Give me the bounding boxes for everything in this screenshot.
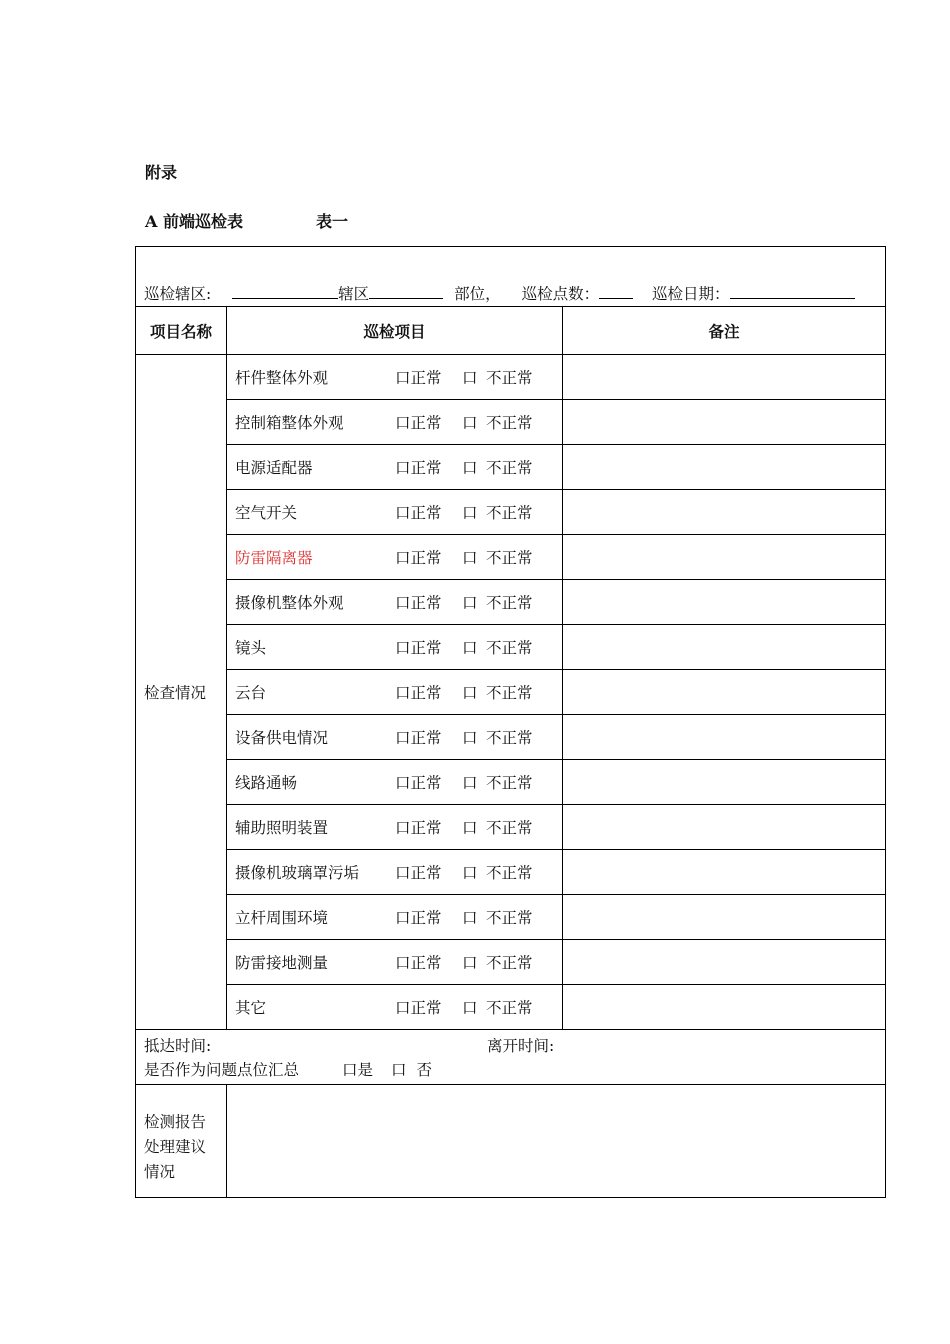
abnormal-label: 不正常 [486, 999, 533, 1017]
table-number: 表一 [316, 212, 349, 231]
inspection-item [227, 940, 563, 985]
inspection-item [227, 580, 563, 625]
abnormal-checkbox[interactable]: 口 [462, 414, 478, 432]
item-name: 云台 [235, 684, 267, 702]
yes-checkbox[interactable]: 口是 [342, 1061, 374, 1079]
normal-checkbox[interactable]: 口正常 [395, 639, 442, 657]
normal-checkbox[interactable]: 口正常 [395, 369, 442, 387]
normal-checkbox[interactable]: 口正常 [395, 729, 442, 747]
table-row [136, 850, 886, 895]
item-name: 杆件整体外观 [235, 369, 329, 387]
inspection-item [227, 625, 563, 670]
remark-cell[interactable] [563, 760, 886, 805]
remark-cell[interactable] [563, 580, 886, 625]
abnormal-checkbox[interactable]: 口 [462, 729, 478, 747]
remark-cell[interactable] [563, 985, 886, 1030]
abnormal-label: 不正常 [486, 729, 533, 747]
time-row [136, 1030, 886, 1085]
abnormal-label: 不正常 [486, 414, 533, 432]
inspection-item [227, 850, 563, 895]
remark-cell[interactable] [563, 355, 886, 400]
normal-checkbox[interactable]: 口正常 [395, 414, 442, 432]
report-label-line: 情况 [144, 1162, 176, 1181]
summary-line [144, 1058, 877, 1082]
inspection-item [227, 490, 563, 535]
inspection-item [227, 355, 563, 400]
remark-cell[interactable] [563, 895, 886, 940]
inspection-info-line [136, 247, 886, 307]
item-name: 其它 [235, 999, 267, 1017]
item-name: 防雷隔离器 [235, 549, 313, 567]
table-row [136, 805, 886, 850]
area-field[interactable] [369, 282, 443, 299]
appendix-heading: 附录 [145, 163, 178, 182]
remark-cell[interactable] [563, 850, 886, 895]
report-content-cell[interactable] [227, 1085, 886, 1198]
remark-cell[interactable] [563, 625, 886, 670]
date-field[interactable] [730, 282, 855, 299]
item-name: 摄像机整体外观 [235, 594, 344, 612]
abnormal-checkbox[interactable]: 口 [462, 864, 478, 882]
report-label-line: 检测报告 [144, 1112, 207, 1131]
inspection-item [227, 760, 563, 805]
abnormal-checkbox[interactable]: 口 [462, 369, 478, 387]
item-name: 设备供电情况 [235, 729, 329, 747]
inspection-item [227, 445, 563, 490]
abnormal-label: 不正常 [486, 594, 533, 612]
remark-cell[interactable] [563, 490, 886, 535]
abnormal-checkbox[interactable]: 口 [462, 819, 478, 837]
district-label: 巡检辖区: [144, 285, 212, 303]
item-name: 线路通畅 [235, 774, 298, 792]
abnormal-label: 不正常 [486, 459, 533, 477]
abnormal-checkbox[interactable]: 口 [462, 549, 478, 567]
abnormal-checkbox[interactable]: 口 [462, 594, 478, 612]
item-name: 镜头 [235, 639, 267, 657]
abnormal-checkbox[interactable]: 口 [462, 459, 478, 477]
table-row [136, 715, 886, 760]
table-row [136, 895, 886, 940]
normal-checkbox[interactable]: 口正常 [395, 819, 442, 837]
normal-checkbox[interactable]: 口正常 [395, 504, 442, 522]
table-row [136, 940, 886, 985]
item-name: 控制箱整体外观 [235, 414, 344, 432]
abnormal-label: 不正常 [486, 864, 533, 882]
normal-checkbox[interactable]: 口正常 [395, 954, 442, 972]
form-subtitle [145, 209, 349, 232]
abnormal-label: 不正常 [486, 909, 533, 927]
table-row [136, 445, 886, 490]
remark-cell[interactable] [563, 445, 886, 490]
normal-checkbox[interactable]: 口正常 [395, 909, 442, 927]
abnormal-label: 不正常 [486, 369, 533, 387]
remark-cell[interactable] [563, 715, 886, 760]
normal-checkbox[interactable]: 口正常 [395, 549, 442, 567]
normal-checkbox[interactable]: 口正常 [395, 594, 442, 612]
remark-cell[interactable] [563, 535, 886, 580]
inspection-item [227, 805, 563, 850]
remark-cell[interactable] [563, 940, 886, 985]
item-name: 立杆周围环境 [235, 909, 329, 927]
district-field[interactable] [232, 282, 338, 299]
table-row [136, 985, 886, 1030]
no-checkbox[interactable]: 口 [391, 1061, 407, 1079]
abnormal-label: 不正常 [486, 684, 533, 702]
table-row [136, 625, 886, 670]
abnormal-checkbox[interactable]: 口 [462, 639, 478, 657]
inspection-item [227, 670, 563, 715]
col-header-name: 项目名称 [136, 307, 227, 355]
remark-cell[interactable] [563, 805, 886, 850]
report-label-line: 处理建议 [144, 1137, 207, 1156]
col-header-remark: 备注 [563, 307, 886, 355]
no-label: 否 [416, 1061, 433, 1079]
remark-cell[interactable] [563, 400, 886, 445]
department-label: 部位， [454, 285, 501, 303]
table-row [136, 535, 886, 580]
normal-checkbox[interactable]: 口正常 [395, 864, 442, 882]
abnormal-label: 不正常 [486, 774, 533, 792]
item-name: 防雷接地测量 [235, 954, 329, 972]
summary-label: 是否作为问题点位汇总 [144, 1061, 300, 1079]
item-name: 摄像机玻璃罩污垢 [235, 864, 360, 882]
item-name: 空气开关 [235, 504, 298, 522]
arrive-time-label: 抵达时间: [144, 1037, 212, 1055]
inspection-item [227, 895, 563, 940]
remark-cell[interactable] [563, 670, 886, 715]
abnormal-label: 不正常 [486, 504, 533, 522]
inspection-item [227, 535, 563, 580]
normal-checkbox[interactable]: 口正常 [395, 999, 442, 1017]
col-header-item: 巡检项目 [227, 307, 563, 355]
date-label: 巡检日期： [652, 285, 730, 303]
abnormal-checkbox[interactable]: 口 [462, 774, 478, 792]
inspection-form-table [135, 246, 886, 1198]
table-row [136, 355, 886, 400]
abnormal-checkbox[interactable]: 口 [462, 954, 478, 972]
table-row [136, 400, 886, 445]
abnormal-checkbox[interactable]: 口 [462, 909, 478, 927]
normal-checkbox[interactable]: 口正常 [395, 459, 442, 477]
points-label: 巡检点数： [521, 285, 600, 303]
abnormal-checkbox[interactable]: 口 [462, 504, 478, 522]
abnormal-label: 不正常 [486, 819, 533, 837]
table-row [136, 670, 886, 715]
leave-time-label: 离开时间: [487, 1037, 555, 1055]
abnormal-label: 不正常 [486, 549, 533, 567]
abnormal-label: 不正常 [486, 954, 533, 972]
item-name: 辅助照明装置 [235, 819, 329, 837]
table-row [136, 490, 886, 535]
area-label: 辖区 [338, 285, 370, 303]
points-field[interactable] [599, 282, 633, 299]
inspection-item [227, 715, 563, 760]
time-line [144, 1034, 877, 1058]
abnormal-checkbox[interactable]: 口 [462, 684, 478, 702]
form-title: A 前端巡检表 [145, 212, 243, 231]
section-label: 检查情况 [136, 355, 227, 1030]
report-row [136, 1085, 886, 1198]
table-row [136, 760, 886, 805]
item-name: 电源适配器 [235, 459, 313, 477]
abnormal-label: 不正常 [486, 639, 533, 657]
inspection-item [227, 985, 563, 1030]
inspection-item [227, 400, 563, 445]
normal-checkbox[interactable]: 口正常 [395, 684, 442, 702]
abnormal-checkbox[interactable]: 口 [462, 999, 478, 1017]
report-label [136, 1085, 227, 1198]
table-row [136, 580, 886, 625]
time-summary-cell [136, 1030, 886, 1085]
normal-checkbox[interactable]: 口正常 [395, 774, 442, 792]
